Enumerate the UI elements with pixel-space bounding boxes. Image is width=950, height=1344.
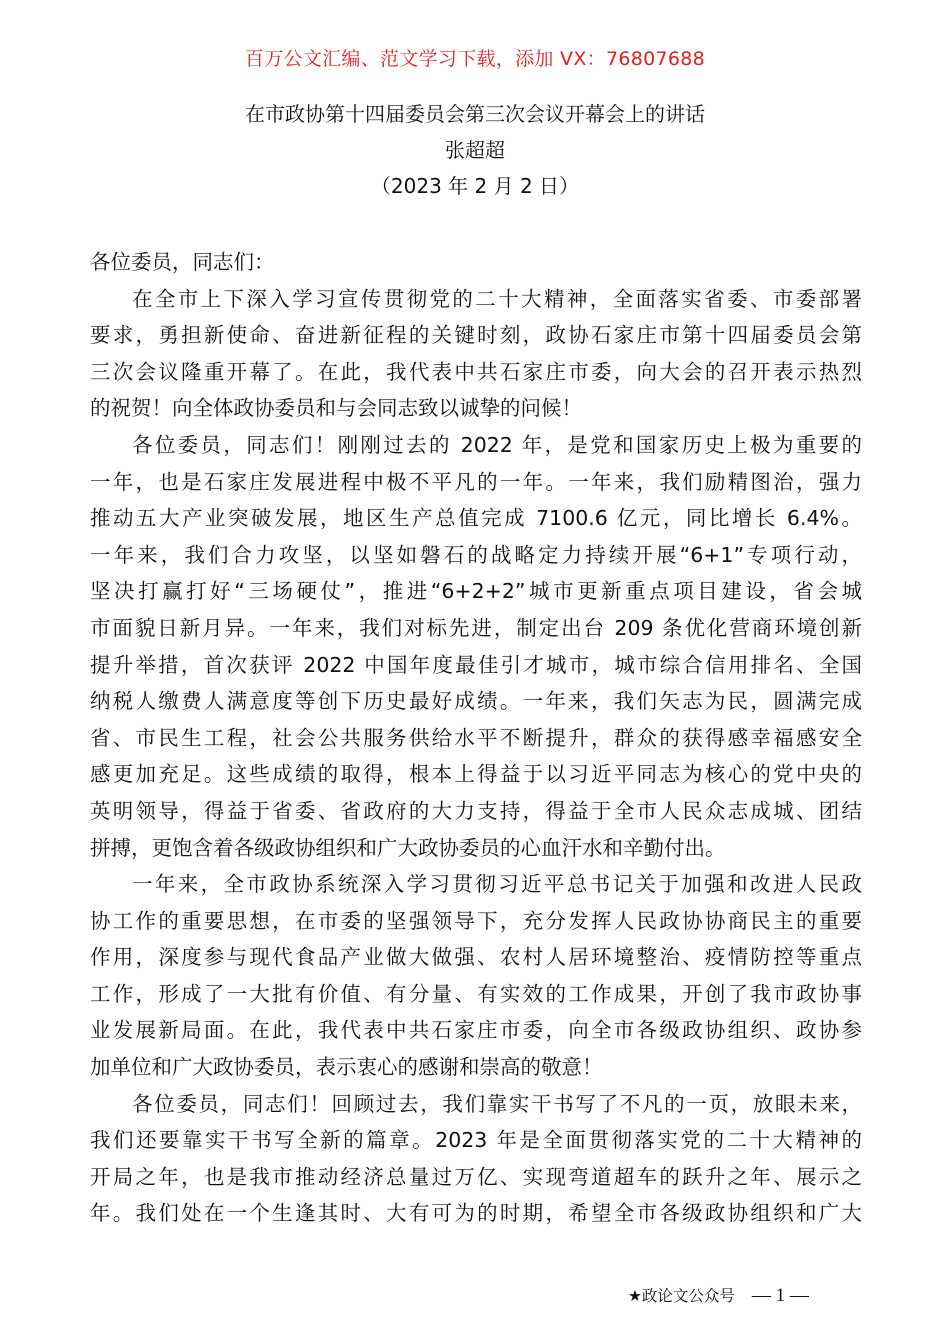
paragraph-line: 省、市民生工程，社会公共服务供给水平不断提升，群众的获得感幸福感安全 bbox=[90, 725, 862, 750]
document-body bbox=[90, 244, 862, 1232]
paragraph-line: 三次会议隆重开幕了。在此，我代表中共石家庄市委，向大会的召开表示热烈 bbox=[90, 359, 862, 384]
paragraph-line: 一年来，全市政协系统深入学习贯彻习近平总书记关于加强和改进人民政 bbox=[132, 872, 862, 897]
paragraph-line: 年。我们处在一个生逢其时、大有可为的时期，希望全市各级政协组织和广大 bbox=[90, 1201, 862, 1226]
salutation: 各位委员，同志们： bbox=[90, 250, 275, 274]
paragraph-line: 我们还要靠实干书写全新的篇章。2023 年是全面贯彻落实党的二十大精神的 bbox=[90, 1128, 862, 1153]
page-footer bbox=[628, 1284, 809, 1307]
paragraph-line: 各位委员，同志们！刚刚过去的 2022 年，是党和国家历史上极为重要的 bbox=[132, 432, 862, 457]
document-date: （2023 年 2 月 2 日） bbox=[370, 174, 580, 198]
paragraph-line: 要求，勇担新使命、奋进新征程的关键时刻，政协石家庄市第十四届委员会第 bbox=[90, 323, 862, 348]
paragraph-line: 协工作的重要思想，在市委的坚强领导下，充分发挥人民政协协商民主的重要 bbox=[90, 908, 862, 933]
document-author: 张超超 bbox=[445, 138, 505, 162]
paragraph-line: 感更加充足。这些成绩的取得，根本上得益于以习近平同志为核心的党中央的 bbox=[90, 762, 862, 787]
paragraph-line: 作用，深度参与现代食品产业做大做强、农村人居环境整治、疫情防控等重点 bbox=[90, 945, 862, 970]
paragraph-line: 提升举措，首次获评 2022 中国年度最佳引才城市，城市综合信用排名、全国 bbox=[90, 652, 862, 677]
paragraph-line: 的祝贺！向全体政协委员和与会同志致以诚挚的问候！ bbox=[90, 396, 582, 421]
paragraph-line: 工作，形成了一大批有价值、有分量、有实效的工作成果，开创了我市政协事 bbox=[90, 981, 862, 1006]
paragraph-line: 一年，也是石家庄发展进程中极不平凡的一年。一年来，我们励精图治，强力 bbox=[90, 469, 862, 494]
paragraph-line: 英明领导，得益于省委、省政府的大力支持，得益于全市人民众志成城、团结 bbox=[90, 798, 862, 823]
header-note: 百万公文汇编、范文学习下载，添加 VX：76807688 bbox=[244, 48, 706, 70]
footer-label: ★政论文公众号 bbox=[628, 1287, 735, 1305]
title-block bbox=[0, 96, 950, 204]
paragraph-line: 各位委员，同志们！回顾过去，我们靠实干书写了不凡的一页，放眼未来， bbox=[132, 1091, 862, 1116]
document-title: 在市政协第十四届委员会第三次会议开幕会上的讲话 bbox=[245, 102, 705, 126]
paragraph-line: 纳税人缴费人满意度等创下历史最好成绩。一年来，我们矢志为民，圆满完成 bbox=[90, 689, 862, 714]
paragraph-line: 在全市上下深入学习宣传贯彻党的二十大精神，全面落实省委、市委部署 bbox=[132, 286, 862, 311]
paragraph-line: 坚决打赢打好“三场硬仗”，推进“6+2+2”城市更新重点项目建设，省会城 bbox=[90, 579, 862, 604]
paragraph-line: 加单位和广大政协委员，表示衷心的感谢和崇高的敬意！ bbox=[90, 1055, 603, 1080]
paragraph-line: 市面貌日新月异。一年来，我们对标先进，制定出台 209 条优化营商环境创新 bbox=[90, 615, 862, 640]
page-number: — 1 — bbox=[751, 1285, 809, 1306]
paragraph-line: 一年来，我们合力攻坚，以坚如磐石的战略定力持续开展“6+1”专项行动， bbox=[90, 542, 862, 567]
paragraph-line: 拼搏，更饱含着各级政协组织和广大政协委员的心血汗水和辛勤付出。 bbox=[90, 835, 726, 860]
paragraph-line: 开局之年，也是我市推动经济总量过万亿、实现弯道超车的跃升之年、展示之 bbox=[90, 1164, 862, 1189]
paragraph-line: 业发展新局面。在此，我代表中共石家庄市委，向全市各级政协组织、政协参 bbox=[90, 1018, 862, 1043]
paragraph-line: 推动五大产业突破发展，地区生产总值完成 7100.6 亿元，同比增长 6.4%。 bbox=[90, 506, 862, 531]
